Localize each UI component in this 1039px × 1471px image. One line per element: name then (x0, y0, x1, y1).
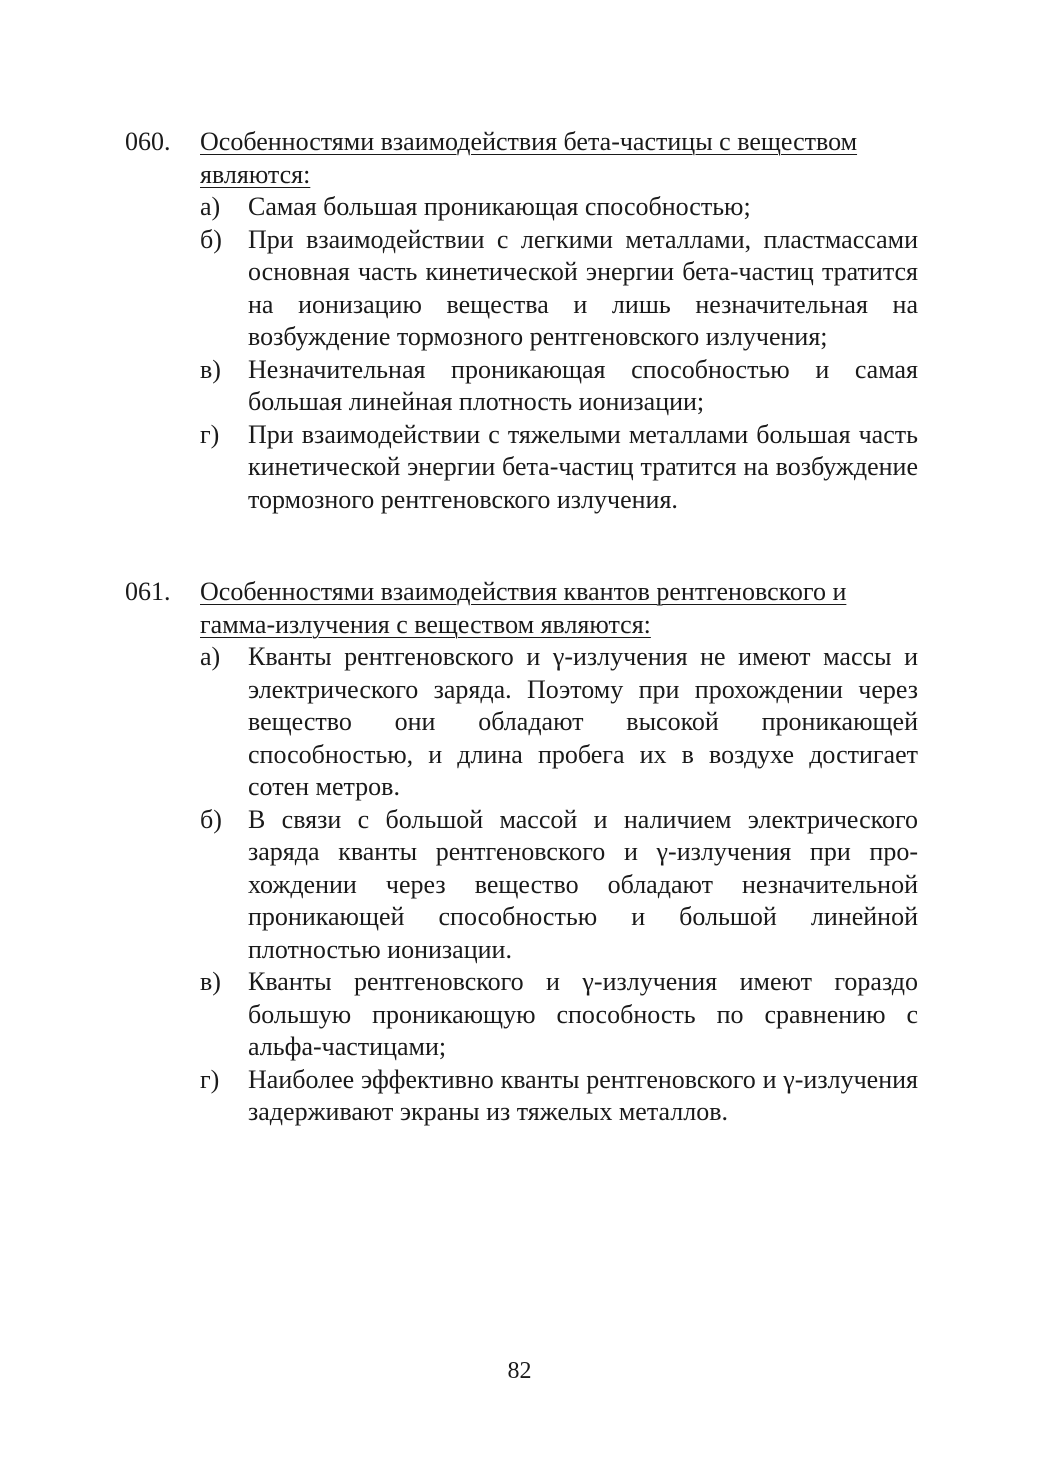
answer-option-g (200, 1064, 920, 1129)
answer-option-v (200, 354, 920, 419)
answer-text: При взаимодействии с тяжелыми металлами большая часть кинетической энергии бета-частиц тратится на возбуждение тормозного рентгеновского излучения. (248, 419, 918, 514)
answer-option-v (200, 966, 920, 1064)
answer-letter: а) (200, 192, 221, 221)
answer-list (125, 641, 920, 1129)
answer-text: Кванты рентгеновского и γ-излучения не имеют массы и электрического заряда. Поэтому при прохождении через вещество они обладают высокой проникающей способностью, и длина пробега их в воздухе достигает сотен метров. (248, 642, 918, 801)
answer-list (125, 191, 920, 516)
answer-letter: б) (200, 804, 222, 834)
question-text: Особенностями взаимодействия квантов рентгеновского и гамма-излучения с веществом являются: (200, 577, 847, 639)
question-number: 061. (125, 577, 171, 606)
answer-option-g (200, 419, 920, 517)
question-060 (125, 126, 920, 516)
answer-option-a (200, 641, 920, 804)
answer-text: Кванты рентгеновского и γ-излучения имеют гораздо большую проникающую способность по сравнению с альфа-частицами; (248, 967, 918, 1061)
answer-text: При взаимодействии с легкими металлами, пластмассами основная часть кинетической энергии бета-частиц тратится на ионизацию вещества и лишь незначительная на возбуждение тормозного рентгеновского излучения; (248, 224, 918, 351)
answer-letter: б) (200, 224, 222, 254)
answer-letter: г) (200, 1064, 220, 1094)
question-number: 060. (125, 127, 171, 156)
question-header (125, 576, 920, 641)
question-header (125, 126, 920, 191)
answer-letter: г) (200, 419, 220, 449)
question-text: Особенностями взаимодействия бета-частицы с веществом являются: (200, 127, 858, 189)
answer-text: Незначительная проникающая способностью и самая большая линейная плотность ионизации; (248, 354, 918, 416)
answer-option-a (200, 191, 920, 224)
answer-letter: а) (200, 642, 221, 671)
answer-text: Самая большая проникающая способностью; (248, 192, 751, 221)
answer-text: В связи с большой массой и наличием электрического заряда кванты рентгеновского и γ-излучения при прохождении через вещество обладают незначительной проникающей способностью и большой линейной плотностью ионизации. (248, 804, 918, 964)
answer-option-b (200, 804, 920, 967)
answer-text: Наиболее эффективно кванты рентгеновского и γ-излучения задерживают экраны из тяжелых металлов. (248, 1064, 918, 1126)
question-061 (125, 576, 920, 1129)
page-number: 82 (507, 1358, 532, 1384)
answer-letter: в) (200, 354, 221, 384)
answer-letter: в) (200, 967, 221, 996)
answer-option-b (200, 224, 920, 354)
